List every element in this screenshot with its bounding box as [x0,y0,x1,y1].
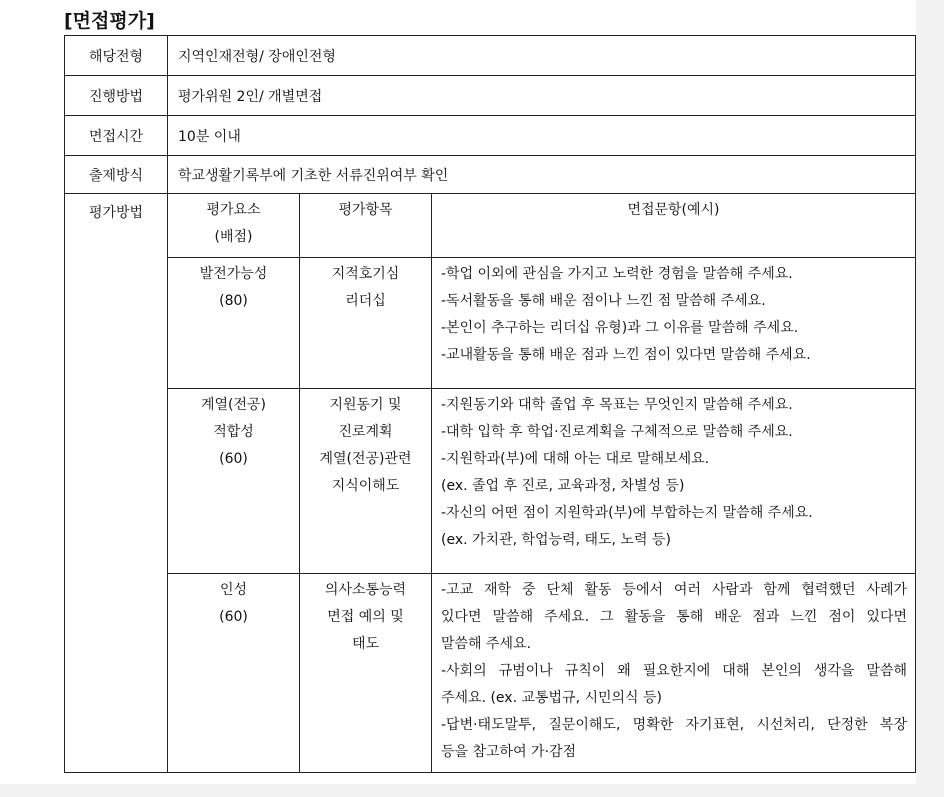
item-line: 계열(전공)관련 [319,451,412,467]
item-line: 면접 예의 및 [327,609,404,625]
question-line: 주세요. (ex. 교통법규, 시민의식 등) [441,690,663,706]
question-line: (ex. 가치관, 학업능력, 태도, 노력 등) [441,532,671,548]
row-value: 학교생활기록부에 기초한 서류진위여부 확인 [168,156,916,194]
group-row [65,258,916,389]
section-title: [면접평가] [64,10,155,32]
element-line: (80) [219,293,248,309]
question-line: (ex. 졸업 후 진로, 교육과정, 차별성 등) [441,478,685,494]
question-line: 등을 참고하여 가·감점 [441,744,577,760]
item-line: 지원동기 및 [329,397,402,413]
element-line: (60) [219,609,248,625]
question-line: -지원동기와 대학 졸업 후 목표는 무엇인지 말씀해 주세요. [441,397,793,413]
question-line: -교내활동을 통해 배운 점과 느낀 점이 있다면 말씀해 주세요. [441,347,811,363]
row-value: 지역인재전형/ 장애인전형 [168,36,916,76]
row-label: 출제방식 [65,156,168,194]
question-line: -본인이 추구하는 리더십 유형)과 그 이유를 말씀해 주세요. [441,320,799,336]
scroll-gutter [916,0,944,797]
item-line: 리더십 [345,293,386,309]
row-time [65,116,916,156]
header-line: (배점) [214,229,253,245]
header-line: 평가요소 [206,202,261,218]
element-line: 발전가능성 [199,266,268,282]
item-line: 지식이해도 [331,478,400,494]
row-procedure [65,76,916,116]
element-line: (60) [219,451,248,467]
eval-items [300,574,432,773]
eval-element [168,389,300,574]
header-line: 면접문항(예시) [627,202,720,218]
question-line: 있다면 말씀해 주세요. 그 활동을 통해 배운 점과 느낀 점이 있다면 [441,609,907,625]
group-row [65,574,916,773]
header-element [168,194,300,258]
row-label: 해당전형 [65,36,168,76]
eval-items [300,258,432,389]
method-header-row [65,194,916,258]
row-type [65,36,916,76]
header-questions [432,194,916,258]
eval-element [168,574,300,773]
row-value: 평가위원 2인/ 개별면접 [168,76,916,116]
interview-table [64,35,916,773]
row-value: 10분 이내 [168,116,916,156]
item-line: 태도 [351,636,380,652]
question-line: -자신의 어떤 점이 지원학과(부)에 부합하는지 말씀해 주세요. [441,505,813,521]
question-line: -학업 이외에 관심을 가지고 노력한 경험을 말씀해 주세요. [441,266,793,282]
row-question-type [65,156,916,194]
eval-items [300,389,432,574]
item-line: 진로계획 [338,424,393,440]
question-line: -사회의 규범이나 규칙이 왜 필요한지에 대해 본인의 생각을 말씀해 [441,663,907,679]
question-line: -고교 재학 중 단체 활동 등에서 여러 사람과 함께 협력했던 사례가 [441,582,907,598]
item-line: 의사소통능력 [324,582,407,598]
eval-questions [432,574,916,773]
row-label: 진행방법 [65,76,168,116]
header-line: 평가항목 [338,202,393,218]
group-row [65,389,916,574]
item-line: 지적호기심 [331,266,400,282]
row-label: 평가방법 [65,194,168,773]
question-line: -지원학과(부)에 대해 아는 대로 말해보세요. [441,451,710,467]
eval-questions [432,258,916,389]
question-line: 말씀해 주세요. [441,636,532,652]
element-line: 인성 [219,582,248,598]
question-line: -독서활동을 통해 배운 점이나 느낀 점 말씀해 주세요. [441,293,766,309]
row-label: 면접시간 [65,116,168,156]
eval-element [168,258,300,389]
question-line: -대학 입학 후 학업·진로계획을 구체적으로 말씀해 주세요. [441,424,793,440]
eval-questions [432,389,916,574]
header-item [300,194,432,258]
bottom-gutter [0,784,944,797]
element-line: 계열(전공) [200,397,267,413]
element-line: 적합성 [213,424,254,440]
question-line: -답변·태도말투, 질문이해도, 명확한 자기표현, 시선처리, 단정한 복장 [441,717,907,733]
